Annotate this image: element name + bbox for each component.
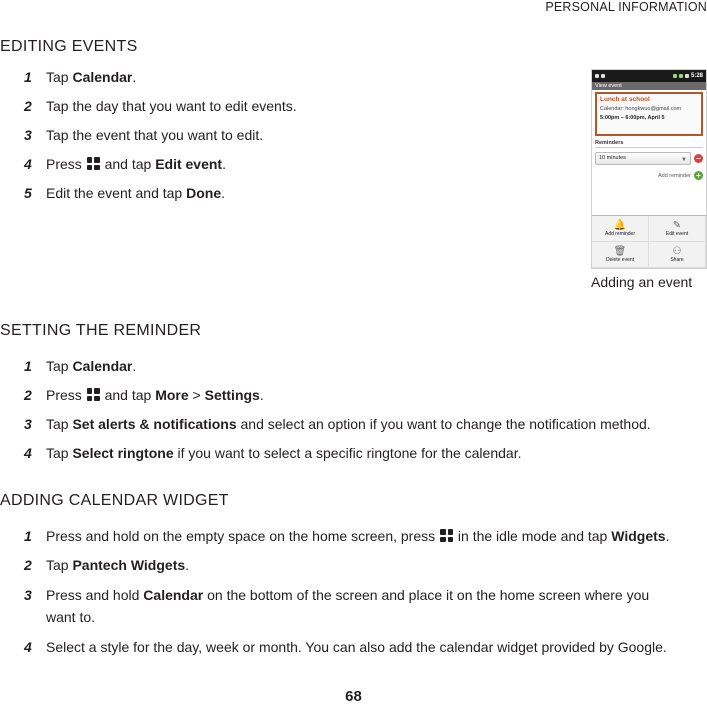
event-card — [595, 92, 703, 136]
screen-title: View event — [592, 82, 706, 90]
event-title: Lunch at school — [600, 96, 650, 103]
menu-share[interactable]: ⚇ Share — [649, 242, 706, 268]
share-icon: ⚇ — [672, 245, 682, 257]
menu-add-reminder[interactable]: 🔔 Add reminder — [592, 216, 649, 242]
page-number: 68 — [345, 688, 362, 705]
step-number: 1 — [24, 528, 32, 544]
step-number: 3 — [24, 127, 32, 143]
menu-key-icon — [87, 388, 100, 401]
bell-icon: 🔔 — [613, 219, 627, 231]
status-bar: 5:28 — [592, 70, 706, 82]
menu-edit-event[interactable]: ✎ Edit event — [649, 216, 706, 242]
step-number: 2 — [24, 387, 32, 403]
reminder-select[interactable]: 10 minutes ▼ — [595, 152, 691, 165]
reminders-label: Reminders — [595, 140, 703, 148]
section-title-reminder: SETTING THE REMINDER — [0, 322, 202, 339]
step-number: 1 — [24, 358, 32, 374]
pencil-icon: ✎ — [672, 219, 682, 231]
figure-caption: Adding an event — [591, 274, 693, 290]
step-number: 5 — [24, 185, 32, 201]
event-date: 5:00pm – 6:00pm, April 5 — [600, 115, 665, 121]
step-number: 2 — [24, 98, 32, 114]
section-title-editing: EDITING EVENTS — [0, 38, 138, 55]
step-number: 4 — [24, 639, 32, 655]
step-number: 1 — [24, 69, 32, 85]
menu-key-icon — [440, 529, 453, 542]
step-number: 4 — [24, 445, 32, 461]
options-menu — [592, 215, 706, 268]
section-title-widget: ADDING CALENDAR WIDGET — [0, 492, 229, 509]
remove-reminder-icon[interactable]: − — [694, 154, 703, 163]
step-number: 4 — [24, 156, 32, 172]
step-number: 2 — [24, 557, 32, 573]
menu-delete-event[interactable]: 🗑 Delete event — [592, 242, 649, 268]
event-calendar: Calendar: hongkwuo@gmail.com — [600, 106, 682, 112]
phone-screenshot — [591, 69, 707, 269]
step-number: 3 — [24, 416, 32, 432]
page-header: PERSONAL INFORMATION — [545, 0, 707, 14]
chevron-down-icon: ▼ — [681, 157, 687, 163]
step-number: 3 — [24, 587, 32, 603]
menu-key-icon — [87, 157, 100, 170]
add-icon: + — [694, 171, 703, 180]
trash-icon: 🗑 — [613, 245, 627, 257]
add-reminder-row[interactable]: Add reminder + — [595, 171, 703, 180]
